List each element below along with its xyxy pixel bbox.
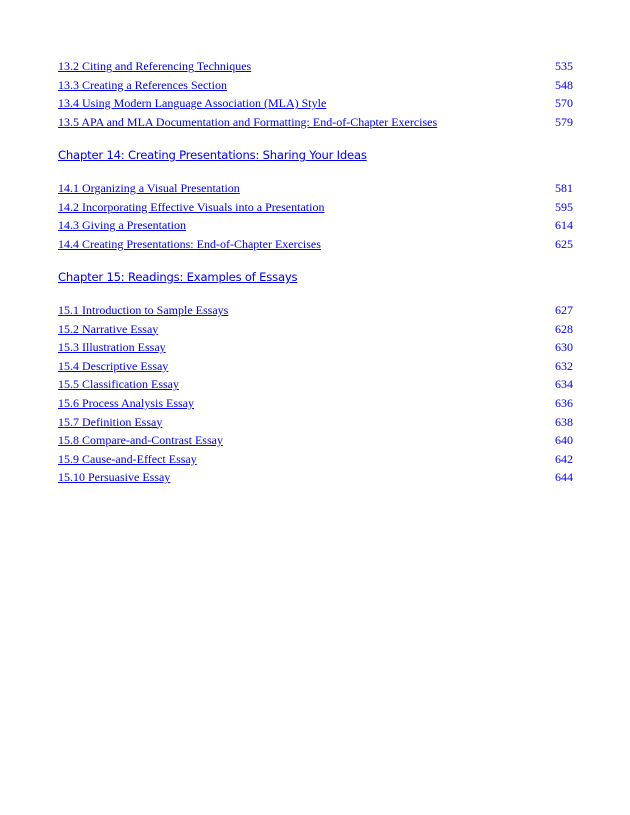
toc-entry-page-number[interactable]: 640: [555, 433, 573, 448]
toc-entry: [58, 357, 573, 376]
chapter-14-heading[interactable]: Chapter 14: Creating Presentations: Sharing Your Ideas: [58, 148, 367, 162]
toc-entry-link-15-2[interactable]: 15.2 Narrative Essay: [58, 321, 159, 336]
toc-entry-page-number[interactable]: 630: [555, 340, 573, 355]
toc-entry-link-13-4[interactable]: 13.4 Using Modern Language Association (MLA) Style: [58, 96, 327, 111]
chapter-15-heading[interactable]: Chapter 15: Readings: Examples of Essays: [58, 270, 298, 284]
toc-entry-link-15-1[interactable]: 15.1 Introduction to Sample Essays: [58, 303, 229, 317]
toc-entry: [58, 198, 573, 217]
toc-entry: [58, 450, 573, 469]
toc-entry-link-15-4[interactable]: 15.4 Descriptive Essay: [58, 358, 169, 373]
toc-entry-link-15-8[interactable]: 15.8 Compare-and-Contrast Essay: [58, 433, 223, 448]
toc-entry-page-number[interactable]: 625: [555, 236, 573, 251]
chapter-13-entries: [58, 57, 573, 131]
toc-entry: [58, 338, 573, 357]
toc-entry-link-14-1[interactable]: 14.1 Organizing a Visual Presentation: [58, 181, 240, 195]
toc-entry: [58, 320, 573, 339]
toc-entry-page-number[interactable]: 595: [555, 199, 573, 214]
toc-entry-page-number[interactable]: 642: [555, 451, 573, 466]
toc-entry: [58, 216, 573, 235]
toc-entry: [58, 57, 573, 76]
toc-entry: [58, 76, 573, 95]
toc-entry-link-13-2[interactable]: 13.2 Citing and Referencing Techniques: [58, 59, 252, 73]
toc-entry: [58, 94, 573, 113]
chapter-14-entries: [58, 179, 573, 253]
toc-entry-link-14-2[interactable]: 14.2 Incorporating Effective Visuals into a Presentation: [58, 199, 325, 214]
toc-entry-link-14-3[interactable]: 14.3 Giving a Presentation: [58, 218, 186, 233]
toc-entry: [58, 468, 573, 487]
toc-entry-page-number[interactable]: 614: [555, 218, 573, 233]
toc-entry-link-13-5[interactable]: 13.5 APA and MLA Documentation and Formatting: End-of-Chapter Exercises: [58, 114, 438, 129]
toc-entry: [58, 394, 573, 413]
toc-entry: [58, 301, 573, 320]
toc-entry: [58, 431, 573, 450]
toc-entry-link-15-3[interactable]: 15.3 Illustration Essay: [58, 340, 166, 355]
chapter-15-entries: [58, 301, 573, 487]
toc-entry-page-number[interactable]: 548: [555, 77, 573, 92]
toc-entry-page-number[interactable]: 632: [555, 358, 573, 373]
toc-entry-page-number[interactable]: 579: [555, 114, 573, 129]
toc-entry-page-number[interactable]: 581: [555, 181, 573, 195]
toc-entry-page-number[interactable]: 634: [555, 377, 573, 392]
toc-entry-link-15-9[interactable]: 15.9 Cause-and-Effect Essay: [58, 451, 197, 466]
toc-entry: [58, 113, 573, 132]
toc-entry: [58, 375, 573, 394]
toc-entry: [58, 235, 573, 254]
toc-entry-link-13-3[interactable]: 13.3 Creating a References Section: [58, 77, 227, 92]
toc-entry-link-15-5[interactable]: 15.5 Classification Essay: [58, 377, 179, 392]
toc-entry-link-15-6[interactable]: 15.6 Process Analysis Essay: [58, 395, 194, 410]
toc-entry-link-15-10[interactable]: 15.10 Persuasive Essay: [58, 470, 171, 485]
toc-entry-page-number[interactable]: 644: [555, 470, 573, 485]
toc-entry-page-number[interactable]: 570: [555, 96, 573, 111]
toc-entry-page-number[interactable]: 636: [555, 395, 573, 410]
toc-entry-link-14-4[interactable]: 14.4 Creating Presentations: End-of-Chapter Exercises: [58, 236, 321, 251]
toc-entry: [58, 413, 573, 432]
toc-entry-link-15-7[interactable]: 15.7 Definition Essay: [58, 414, 163, 429]
toc-entry-page-number[interactable]: 638: [555, 414, 573, 429]
toc-entry-page-number[interactable]: 628: [555, 321, 573, 336]
toc-entry-page-number[interactable]: 627: [555, 303, 573, 317]
toc-entry: [58, 179, 573, 198]
toc-entry-page-number[interactable]: 535: [555, 59, 573, 73]
